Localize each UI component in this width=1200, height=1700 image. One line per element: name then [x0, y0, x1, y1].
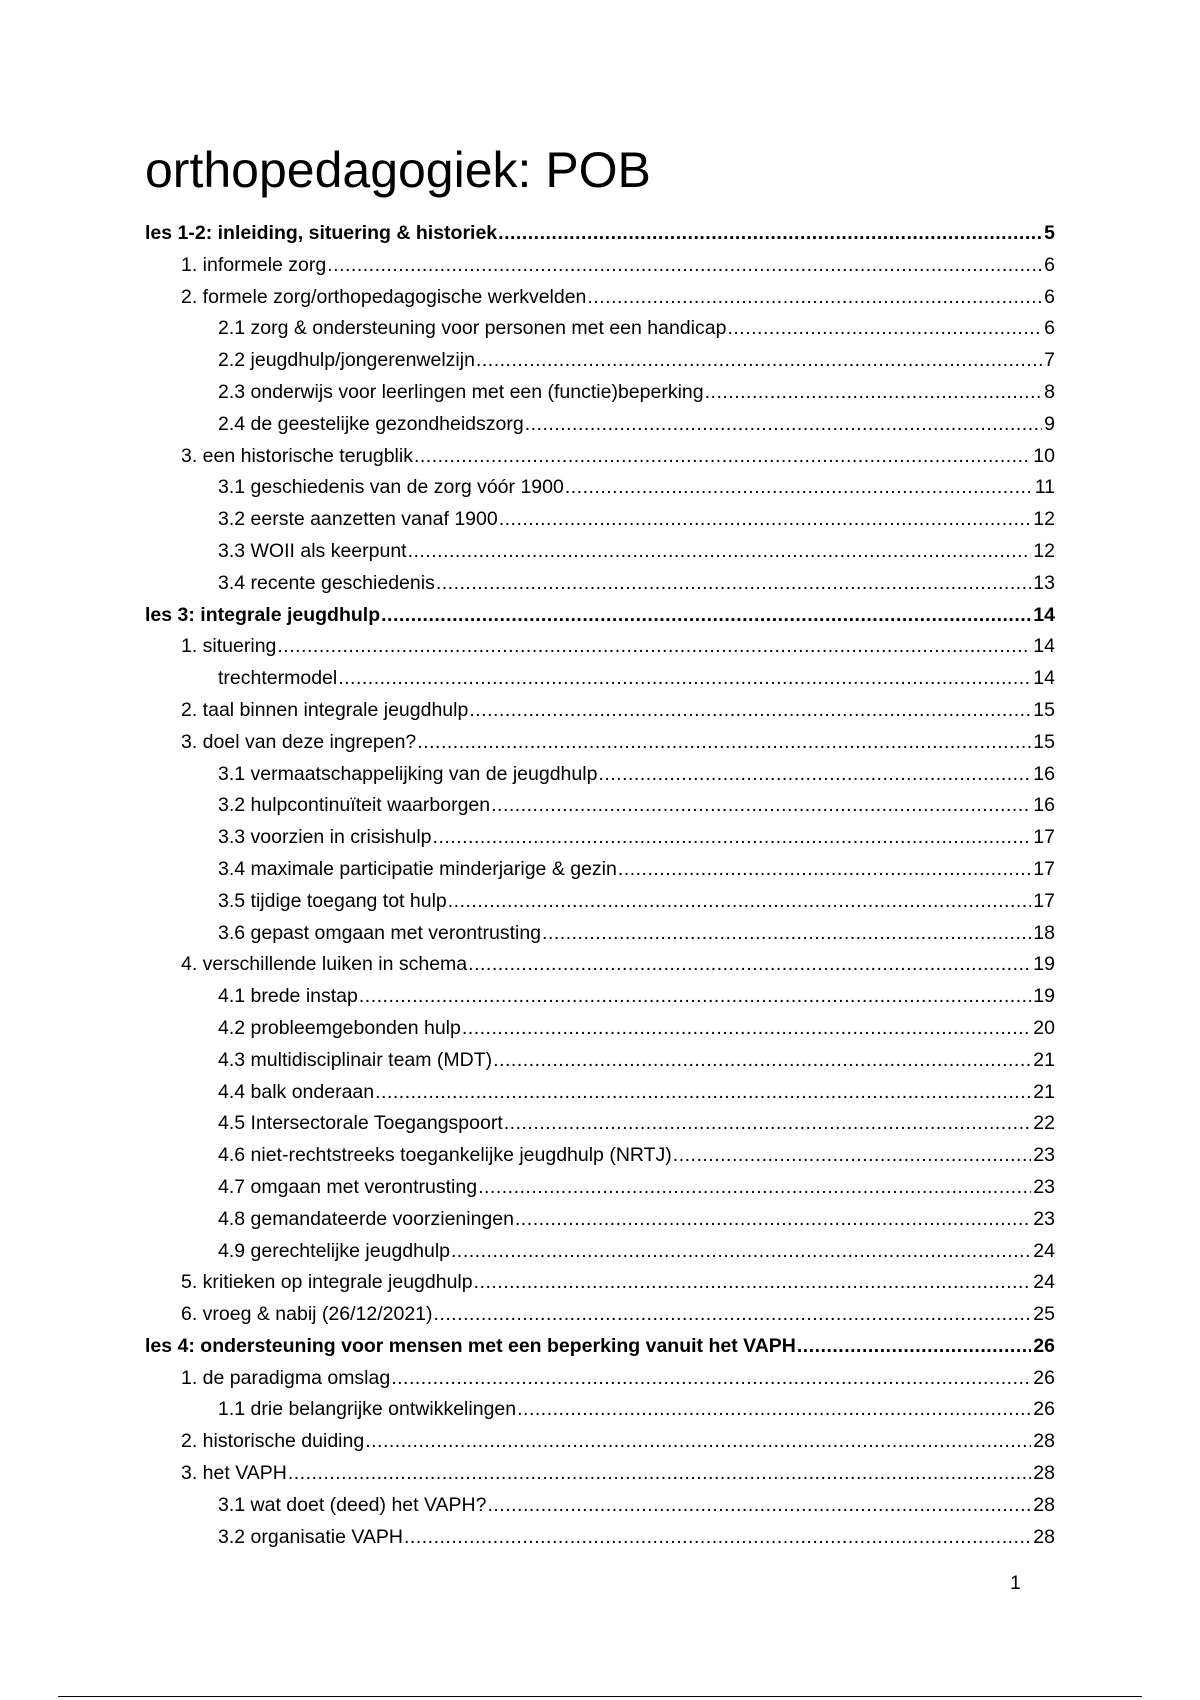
toc-subsection-entry[interactable] [145, 313, 1055, 345]
toc-subsection-entry[interactable] [145, 918, 1055, 950]
toc-dot-leader [474, 1267, 1032, 1299]
toc-dot-leader [391, 1363, 1031, 1395]
toc-dot-leader [462, 1013, 1031, 1045]
toc-page-number: 22 [1033, 1112, 1055, 1135]
toc-subsection-entry[interactable] [145, 1172, 1055, 1204]
toc-page-number: 19 [1033, 985, 1055, 1008]
toc-entry-title: 1.1 drie belangrijke ontwikkelingen [218, 1398, 517, 1421]
toc-subsection-entry[interactable] [145, 504, 1055, 536]
toc-page-number: 17 [1033, 826, 1055, 849]
toc-subsection-entry[interactable] [145, 1236, 1055, 1268]
toc-entry-title: 3.4 maximale participatie minderjarige & gezin [218, 857, 617, 880]
toc-page-number: 15 [1033, 698, 1055, 721]
toc-entry-title: 2.4 de geestelijke gezondheidszorg [218, 412, 524, 435]
toc-dot-leader [498, 218, 1042, 250]
toc-dot-leader [491, 790, 1031, 822]
toc-subsection-entry[interactable] [145, 854, 1055, 886]
toc-page-number: 18 [1033, 921, 1055, 944]
toc-subsection-entry[interactable] [145, 345, 1055, 377]
toc-entry-title: 3.1 wat doet (deed) het VAPH? [218, 1493, 487, 1516]
toc-subsection-entry[interactable] [145, 1013, 1055, 1045]
toc-subsection-entry[interactable] [145, 1522, 1055, 1554]
toc-entry-title: 3.2 organisatie VAPH [218, 1525, 403, 1548]
toc-dot-leader [288, 1458, 1031, 1490]
toc-dot-leader [499, 504, 1032, 536]
toc-subsection-entry[interactable] [145, 1394, 1055, 1426]
toc-entry-title: 3.2 hulpcontinuïteit waarborgen [218, 794, 491, 817]
toc-dot-leader [327, 250, 1042, 282]
toc-section-entry[interactable] [145, 631, 1055, 663]
toc-dot-leader [359, 981, 1031, 1013]
toc-entry-title: 4.9 gerechtelijke jeugdhulp [218, 1239, 451, 1262]
toc-page-number: 16 [1033, 762, 1055, 785]
toc-entry-title: 3.3 WOII als keerpunt [218, 539, 407, 562]
toc-page-number: 21 [1033, 1080, 1055, 1103]
toc-page-number: 25 [1033, 1303, 1055, 1326]
toc-page-number: 19 [1033, 953, 1055, 976]
toc-dot-leader [525, 409, 1042, 441]
toc-entry-title: 3.6 gepast omgaan met verontrusting [218, 921, 542, 944]
toc-dot-leader [727, 313, 1042, 345]
toc-section-entry[interactable] [145, 1426, 1055, 1458]
toc-entry-title: trechtermodel [218, 667, 338, 690]
toc-dot-leader [797, 1331, 1031, 1363]
toc-subsection-entry[interactable] [145, 377, 1055, 409]
toc-subsection-entry[interactable] [145, 472, 1055, 504]
toc-page-number: 6 [1044, 285, 1055, 308]
toc-entry-title: les 4: ondersteuning voor mensen met een beperking vanuit het VAPH [145, 1334, 796, 1357]
toc-dot-leader [404, 1522, 1031, 1554]
toc-section-entry[interactable] [145, 695, 1055, 727]
toc-entry-title: 4.4 balk onderaan [218, 1080, 375, 1103]
toc-chapter-entry[interactable] [145, 1331, 1055, 1363]
toc-subsection-entry[interactable] [145, 822, 1055, 854]
toc-dot-leader [414, 441, 1031, 473]
toc-dot-leader [598, 759, 1031, 791]
toc-dot-leader [705, 377, 1043, 409]
toc-dot-leader [451, 1236, 1031, 1268]
toc-entry-title: 3.3 voorzien in crisishulp [218, 826, 432, 849]
toc-dot-leader [436, 568, 1031, 600]
toc-subsection-entry[interactable] [145, 1045, 1055, 1077]
toc-entry-title: 2. historische duiding [181, 1430, 365, 1453]
toc-entry-title: les 3: integrale jeugdhulp [145, 603, 381, 626]
toc-dot-leader [448, 886, 1032, 918]
toc-page-number: 28 [1033, 1430, 1055, 1453]
toc-page-number: 23 [1033, 1144, 1055, 1167]
toc-section-entry[interactable] [145, 441, 1055, 473]
page-number: 1 [1010, 1572, 1021, 1594]
toc-entry-title: 4.3 multidisciplinair team (MDT) [218, 1048, 493, 1071]
toc-entry-title: 3. het VAPH [181, 1462, 287, 1485]
toc-entry-title: 2. formele zorg/orthopedagogische werkvelden [181, 285, 587, 308]
toc-subsection-entry[interactable] [145, 409, 1055, 441]
toc-page-number: 28 [1033, 1493, 1055, 1516]
toc-page-number: 28 [1033, 1462, 1055, 1485]
toc-section-entry[interactable] [145, 1299, 1055, 1331]
toc-page-number: 17 [1033, 857, 1055, 880]
page-bottom-rule [58, 1696, 1142, 1697]
toc-section-entry[interactable] [145, 282, 1055, 314]
toc-entry-title: 3. een historische terugblik [181, 444, 413, 467]
toc-entry-title: 6. vroeg & nabij (26/12/2021) [181, 1303, 433, 1326]
toc-page-number: 6 [1044, 253, 1055, 276]
toc-entry-title: 4. verschillende luiken in schema [181, 953, 468, 976]
toc-page-number: 20 [1033, 1016, 1055, 1039]
toc-dot-leader [277, 631, 1031, 663]
toc-dot-leader [338, 663, 1031, 695]
toc-dot-leader [381, 600, 1031, 632]
toc-dot-leader [433, 822, 1032, 854]
toc-dot-leader [417, 727, 1031, 759]
toc-entry-title: 4.8 gemandateerde voorzieningen [218, 1207, 514, 1230]
toc-entry-title: 1. informele zorg [181, 253, 327, 276]
toc-dot-leader [618, 854, 1031, 886]
toc-dot-leader [587, 282, 1042, 314]
toc-subsection-entry[interactable] [145, 1108, 1055, 1140]
toc-dot-leader [565, 472, 1033, 504]
toc-page-number: 14 [1033, 603, 1055, 626]
toc-section-entry[interactable] [145, 250, 1055, 282]
toc-subsection-entry[interactable] [145, 981, 1055, 1013]
toc-page-number: 14 [1033, 635, 1055, 658]
toc-page-number: 26 [1033, 1366, 1055, 1389]
toc-page-number: 21 [1033, 1048, 1055, 1071]
toc-entry-title: 4.5 Intersectorale Toegangspoort [218, 1112, 503, 1135]
toc-page-number: 13 [1033, 571, 1055, 594]
toc-subsection-entry[interactable] [145, 663, 1055, 695]
toc-dot-leader [487, 1490, 1031, 1522]
toc-page-number: 17 [1033, 889, 1055, 912]
toc-page-number: 10 [1033, 444, 1055, 467]
toc-entry-title: 2.3 onderwijs voor leerlingen met een (functie)beperking [218, 380, 704, 403]
toc-entry-title: 2.1 zorg & ondersteuning voor personen met een handicap [218, 317, 727, 340]
toc-entry-title: 3.1 geschiedenis van de zorg vóór 1900 [218, 476, 564, 499]
toc-page-number: 26 [1033, 1334, 1055, 1357]
toc-subsection-entry[interactable] [145, 1140, 1055, 1172]
toc-entry-title: 3.5 tijdige toegang tot hulp [218, 889, 447, 912]
toc-entry-title: 4.2 probleemgebonden hulp [218, 1016, 461, 1039]
toc-page-number: 12 [1033, 539, 1055, 562]
toc-page-number: 11 [1034, 476, 1055, 499]
toc-page-number: 12 [1033, 508, 1055, 531]
toc-page-number: 24 [1033, 1239, 1055, 1262]
toc-section-entry[interactable] [145, 1267, 1055, 1299]
toc-entry-title: 1. situering [181, 635, 277, 658]
toc-entry-title: 3. doel van deze ingrepen? [181, 730, 417, 753]
toc-subsection-entry[interactable] [145, 790, 1055, 822]
toc-entry-title: 4.1 brede instap [218, 985, 358, 1008]
toc-page-number: 16 [1033, 794, 1055, 817]
toc-page-number: 5 [1044, 222, 1055, 244]
toc-dot-leader [515, 1204, 1031, 1236]
toc-page-number: 7 [1044, 349, 1055, 372]
toc-dot-leader [542, 918, 1031, 950]
toc-section-entry[interactable] [145, 1458, 1055, 1490]
toc-entry-title: 3.4 recente geschiedenis [218, 571, 435, 594]
toc-page-number: 14 [1033, 667, 1055, 690]
toc-entry-title: 4.6 niet-rechtstreeks toegankelijke jeugdhulp (NRTJ) [218, 1144, 672, 1167]
document-title: orthopedagogiek: POB [145, 142, 651, 198]
toc-entry-title: 5. kritieken op integrale jeugdhulp [181, 1271, 473, 1294]
toc-page-number: 8 [1044, 380, 1055, 403]
toc-page-number: 23 [1033, 1207, 1055, 1230]
toc-subsection-entry[interactable] [145, 1204, 1055, 1236]
toc-subsection-entry[interactable] [145, 536, 1055, 568]
toc-entry-title: 3.2 eerste aanzetten vanaf 1900 [218, 508, 498, 531]
toc-dot-leader [478, 1172, 1031, 1204]
table-of-contents [145, 218, 1055, 1553]
toc-dot-leader [375, 1077, 1031, 1109]
toc-dot-leader [673, 1140, 1032, 1172]
toc-dot-leader [504, 1108, 1032, 1140]
toc-section-entry[interactable] [145, 949, 1055, 981]
toc-page-number: 24 [1033, 1271, 1055, 1294]
toc-dot-leader [365, 1426, 1031, 1458]
toc-dot-leader [517, 1394, 1031, 1426]
toc-dot-leader [493, 1045, 1031, 1077]
toc-entry-title: 2. taal binnen integrale jeugdhulp [181, 698, 469, 721]
toc-entry-title: 1. de paradigma omslag [181, 1366, 391, 1389]
toc-page-number: 23 [1033, 1175, 1055, 1198]
toc-chapter-entry[interactable] [145, 600, 1055, 632]
toc-page-number: 15 [1033, 730, 1055, 753]
toc-subsection-entry[interactable] [145, 1490, 1055, 1522]
toc-chapter-entry[interactable] [145, 218, 1055, 250]
toc-entry-title: 2.2 jeugdhulp/jongerenwelzijn [218, 349, 475, 372]
toc-entry-title: les 1-2: inleiding, situering & historiek [145, 222, 498, 244]
toc-dot-leader [469, 695, 1031, 727]
toc-entry-title: 4.7 omgaan met verontrusting [218, 1175, 478, 1198]
toc-page-number: 26 [1033, 1398, 1055, 1421]
toc-page-number: 6 [1044, 317, 1055, 340]
toc-page-number: 28 [1033, 1525, 1055, 1548]
toc-section-entry[interactable] [145, 727, 1055, 759]
toc-subsection-entry[interactable] [145, 886, 1055, 918]
toc-dot-leader [408, 536, 1032, 568]
toc-dot-leader [434, 1299, 1032, 1331]
toc-subsection-entry[interactable] [145, 759, 1055, 791]
toc-entry-title: 3.1 vermaatschappelijking van de jeugdhulp [218, 762, 598, 785]
toc-subsection-entry[interactable] [145, 568, 1055, 600]
toc-page-number: 9 [1044, 412, 1055, 435]
toc-subsection-entry[interactable] [145, 1077, 1055, 1109]
toc-dot-leader [468, 949, 1031, 981]
toc-dot-leader [476, 345, 1042, 377]
toc-section-entry[interactable] [145, 1363, 1055, 1395]
